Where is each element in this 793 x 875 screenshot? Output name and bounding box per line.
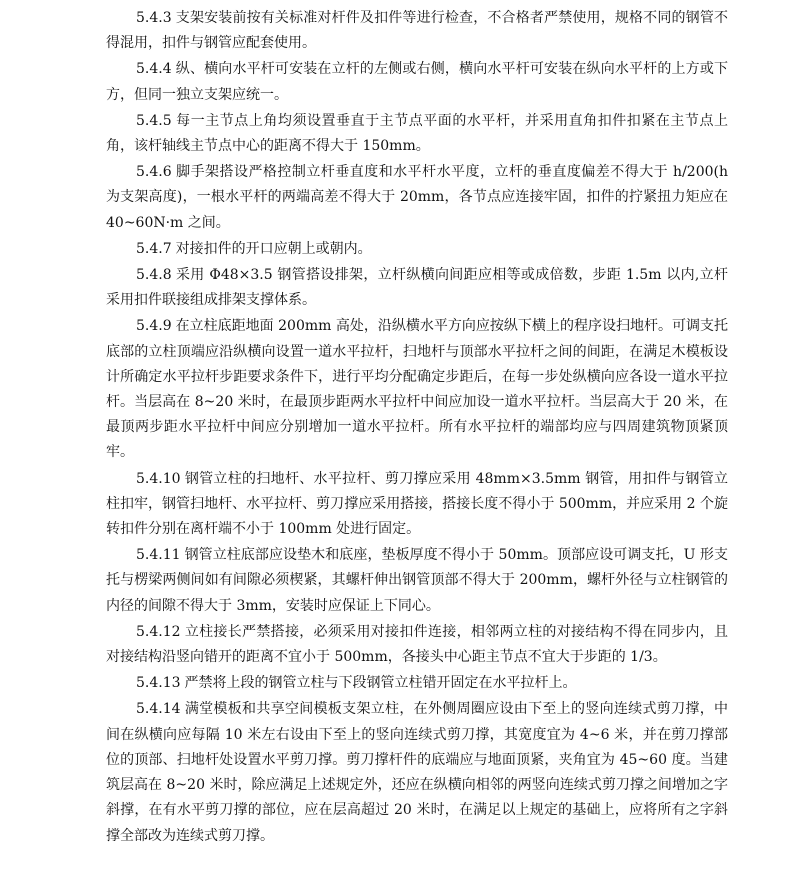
clause-text: 每一主节点上角均须设置垂直于主节点平面的水平杆，并采用直角扣件扣紧在主节点上角，该杆轴线主节点中心的距离不得大于 150mm。	[106, 112, 728, 155]
clause-number: 5.4.5	[136, 112, 172, 129]
clause-number: 5.4.13	[136, 675, 181, 692]
paragraph-5-4-3	[106, 6, 728, 56]
clause-number: 5.4.4	[136, 61, 172, 78]
clause-text: 钢管立柱的扫地杆、水平拉杆、剪刀撑应采用 48mm×3.5mm 钢管，用扣件与钢管立柱扣牢，钢管扫地杆、水平拉杆、剪刀撑应采用搭接，搭接长度不得小于 500mm，并应采用 2 个旋转扣件分别在离杆端不小于 100mm 处进行固定。	[106, 470, 728, 538]
paragraph-5-4-13	[106, 671, 728, 696]
clause-number: 5.4.3	[136, 10, 172, 26]
clause-text: 立柱接长严禁搭接，必须采用对接扣件连接，相邻两立柱的对接结构不得在同步内，且对接结构沿竖向错开的距离不宜小于 500mm，各接头中心距主节点不宜大于步距的 1/3。	[106, 623, 728, 666]
clause-text: 钢管立柱底部应设垫木和底座，垫板厚度不得小于 50mm。顶部应设可调支托，U 形支托与楞梁两侧间如有间隙必须楔紧，其螺杆伸出钢管顶部不得大于 200mm，螺杆外径与立柱钢管的内径的间隙不得大于 3mm，安装时应保证上下同心。	[106, 547, 728, 614]
paragraph-5-4-4	[106, 57, 728, 107]
paragraph-5-4-5	[106, 109, 728, 159]
paragraph-5-4-11	[106, 543, 728, 619]
clause-number: 5.4.14	[136, 701, 181, 718]
document-body	[106, 6, 728, 850]
clause-number: 5.4.6	[136, 164, 172, 181]
clause-number: 5.4.8	[136, 267, 172, 284]
paragraph-5-4-9	[106, 314, 728, 465]
clause-text: 脚手架搭设严格控制立杆垂直度和水平杆水平度，立杆的垂直度偏差不得大于 h/200(h 为支架高度)，一根水平杆的两端高差不得大于 20mm，各节点应连接牢固，扣件的拧紧扭力矩应在 40~60N·m 之间。	[106, 164, 728, 231]
clause-number: 5.4.11	[136, 547, 181, 564]
paragraph-5-4-10	[106, 467, 728, 543]
clause-number: 5.4.10	[136, 470, 181, 487]
clause-text: 严禁将上段的钢管立柱与下段钢管立柱错开固定在水平拉杆上。	[184, 675, 577, 692]
paragraph-5-4-14	[106, 697, 728, 848]
clause-text: 在立柱底距地面 200mm 高处，沿纵横水平方向应按纵下横上的程序设扫地杆。可调支托底部的立柱顶端应沿纵横向设置一道水平拉杆，扫地杆与顶部水平拉杆之间的间距，在满足木模板设计所确定水平拉杆步距要求条件下，进行平均分配确定步距后，在每一步处纵横向应各设一道水平拉杆。当层高在 8~20 米时，在最顶步距两水平拉杆中间应加设一道水平拉杆。当层高大于 20 米，在最顶两步距水平拉杆中间应分别增加一道水平拉杆。所有水平拉杆的端部均应与四周建筑物顶紧顶牢。	[106, 318, 728, 461]
clause-text: 满堂模板和共享空间模板支架立柱，在外侧周圈应设由下至上的竖向连续式剪刀撑，中间在纵横向应每隔 10 米左右设由下至上的竖向连续式剪刀撑，其宽度宜为 4~6 米，并在剪刀撑部位的顶部、扫地杆处设置水平剪刀撑。剪刀撑杆件的底端应与地面顶紧，夹角宜为 45~60 度。当建筑层高在 8~20 米时，除应满足上述规定外，还应在纵横向相邻的两竖向连续式剪刀撑之间增加之字斜撑，在有水平剪刀撑的部位，应在层高超过 20 米时，在满足以上规定的基础上，应将所有之字斜撑全部改为连续式剪刀撑。	[106, 701, 728, 844]
clause-text: 对接扣件的开口应朝上或朝内。	[175, 240, 372, 257]
clause-number: 5.4.7	[136, 240, 172, 257]
clause-text: 采用 Φ48×3.5 钢管搭设排架，立杆纵横向间距应相等或成倍数，步距 1.5m 以内,立杆采用扣件联接组成排架支撑体系。	[106, 267, 728, 309]
paragraph-5-4-6	[106, 160, 728, 236]
clause-text: 支架安装前按有关标准对杆件及扣件等进行检查，不合格者严禁使用，规格不同的钢管不得混用，扣件与钢管应配套使用。	[106, 10, 728, 52]
paragraph-5-4-7	[106, 237, 728, 262]
clause-number: 5.4.12	[136, 623, 181, 640]
paragraph-5-4-12	[106, 620, 728, 670]
clause-number: 5.4.9	[136, 318, 172, 335]
paragraph-5-4-8	[106, 263, 728, 313]
clause-text: 纵、横向水平杆可安装在立杆的左侧或右侧，横向水平杆可安装在纵向水平杆的上方或下方，但同一独立支架应统一。	[106, 61, 728, 103]
